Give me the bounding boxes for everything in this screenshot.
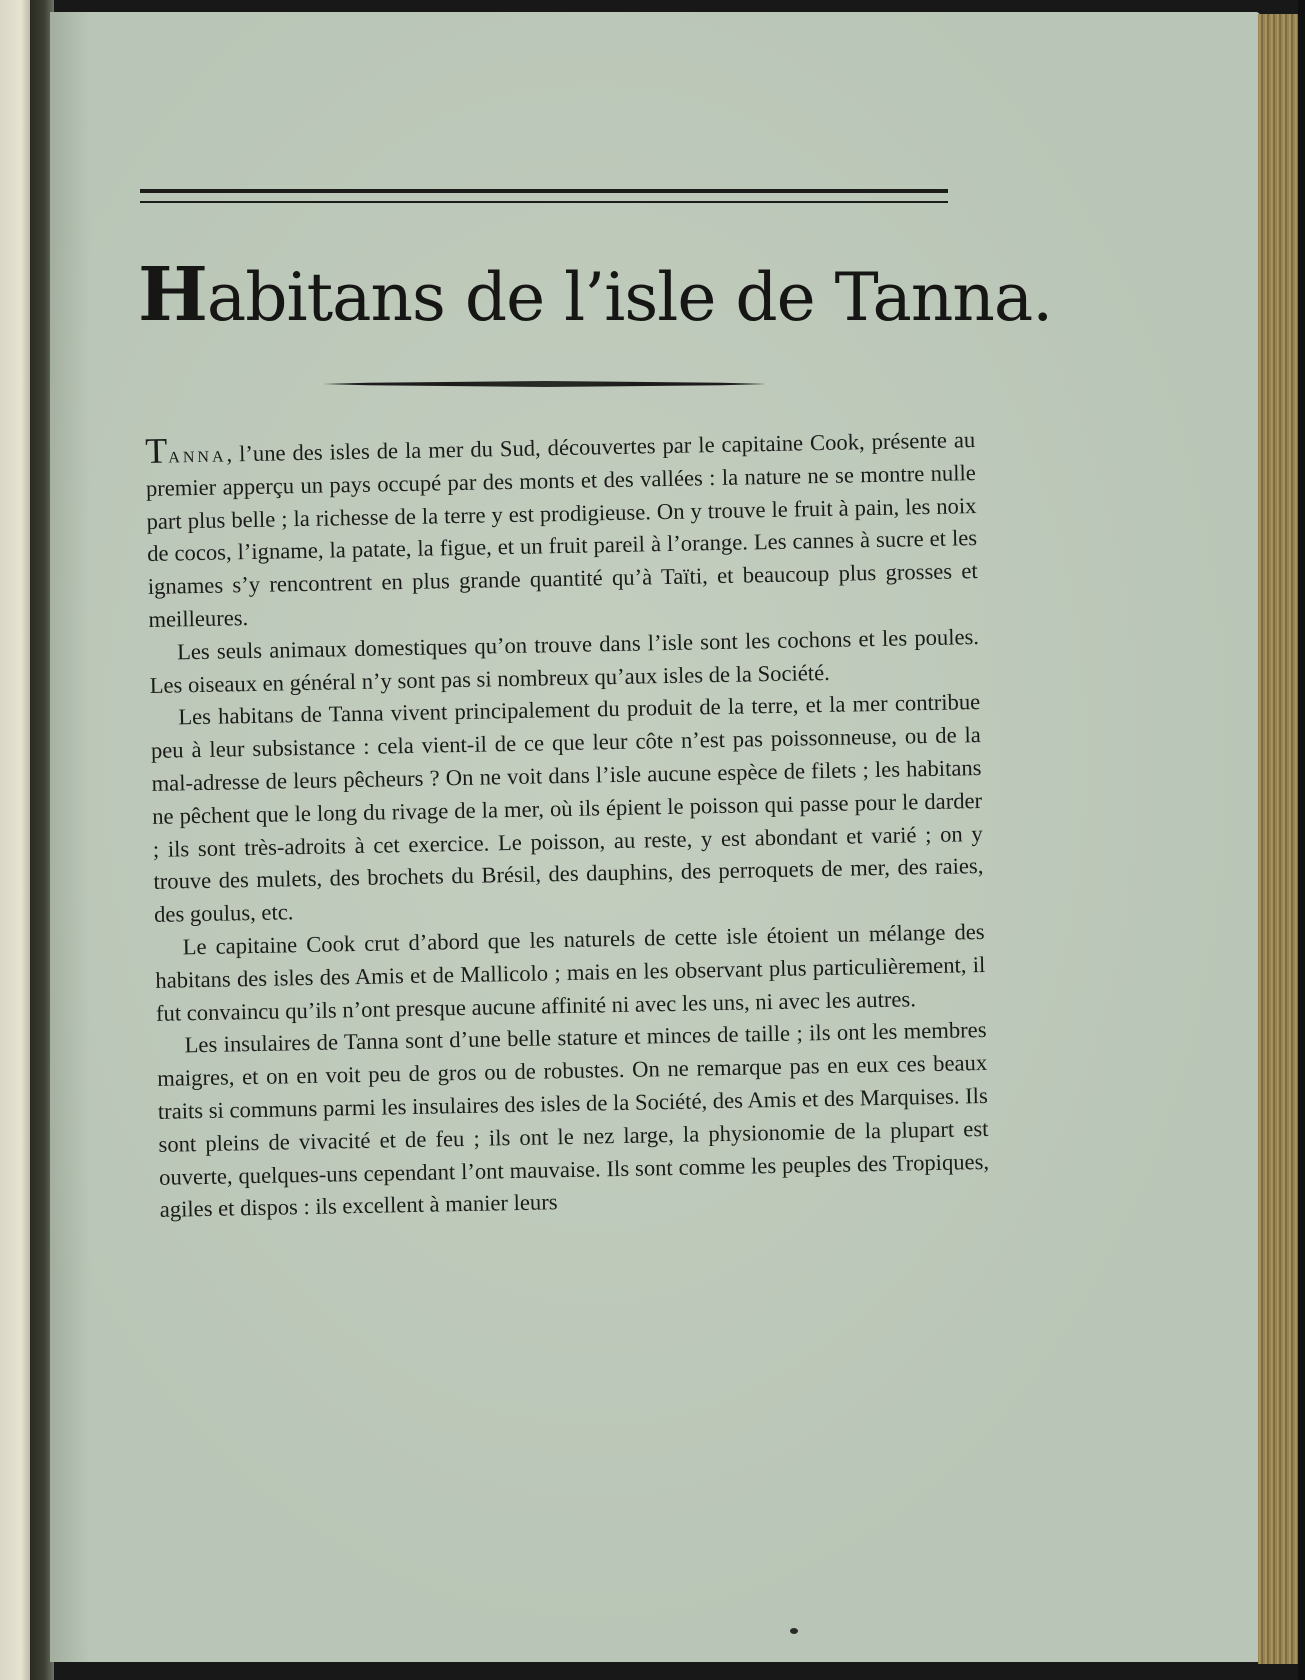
- paragraph-4: Le capitaine Cook crut d’abord que les naturels de cette isle étoient un mélange des habitans des isles des Amis et de Mallicolo ; mais en les observant plus particulièrement, il fut convaincu qu’ils n’ont presque aucune affinité ni avec les uns, ni avec les autres.: [155, 918, 986, 1026]
- page-title: [138, 252, 1053, 338]
- scan-border: [1298, 0, 1305, 1680]
- body-text: [145, 424, 990, 1227]
- page-stack-edges: [1258, 14, 1298, 1664]
- paragraph-text: , l’une des isles de la mer du Sud, découvertes par le capitaine Cook, présente au premier apperçu un pays occupé par des monts et des vallées : la nature ne se montre nulle part plus belle ; la richesse de la terre y est prodigieuse. On y trouve le fruit à pain, les noix de cocos, l’igname, la patate, la figue, et un fruit pareil à l’orange. Les cannes à sucre et les ignames s’y rencontrent en plus grande quantité qu’à Taïti, et beaucoup plus grosses et meilleures.: [145, 427, 978, 632]
- paragraph-5: Les insulaires de Tanna sont d’une belle stature et minces de taille ; ils ont les membres maigres, et on en voit peu de gros ou de robustes. On ne remarque pas en eux ces beaux traits si communs parmi les insulaires des isles de la Société, des Amis et des Marquises. Ils sont pleins de vivacité et de feu ; ils ont le nez large, la physionomie de la plupart est ouverte, quelques-uns cependant l’ont mauvaise. Ils sont comme les peuples des Tropiques, agiles et dispos : ils excellent à manier leurs: [157, 1017, 990, 1223]
- title-rest: abitans de l’isle de Tanna.: [206, 259, 1053, 336]
- title-initial: H: [138, 252, 207, 338]
- printer-mark: [790, 1628, 798, 1634]
- paragraph-smallcaps: anna: [168, 441, 227, 468]
- paragraph-dropcap: T: [144, 430, 169, 471]
- paragraph-3: Les habitans de Tanna vivent principalement du produit de la terre, et la mer contribue peu à leur subsistance : cela vient-il de ce que leur côte n’est pas poissonneuse, ou de la mal-adresse de leurs pêcheurs ? On ne voit dans l’isle aucune espèce de filets ; les habitans ne pêchent que le long du rivage de la mer, où ils épient le poisson qui passe pour le darder ; ils sont très-adroits à cet exercice. Le poisson, au reste, y est abondant et varié ; on y trouve des mulets, des brochets du Brésil, des dauphins, des perroquets de mer, des raies, des goulus, etc.: [150, 689, 984, 928]
- left-page-edge: [0, 0, 30, 1680]
- paragraph-2: Les seuls animaux domestiques qu’on trouve dans l’isle sont les cochons et les poules. Les oiseaux en général n’y sont pas si nombreux qu’aux isles de la Société.: [149, 623, 980, 698]
- double-rule-divider: [140, 189, 948, 203]
- paragraph-1: [145, 424, 979, 637]
